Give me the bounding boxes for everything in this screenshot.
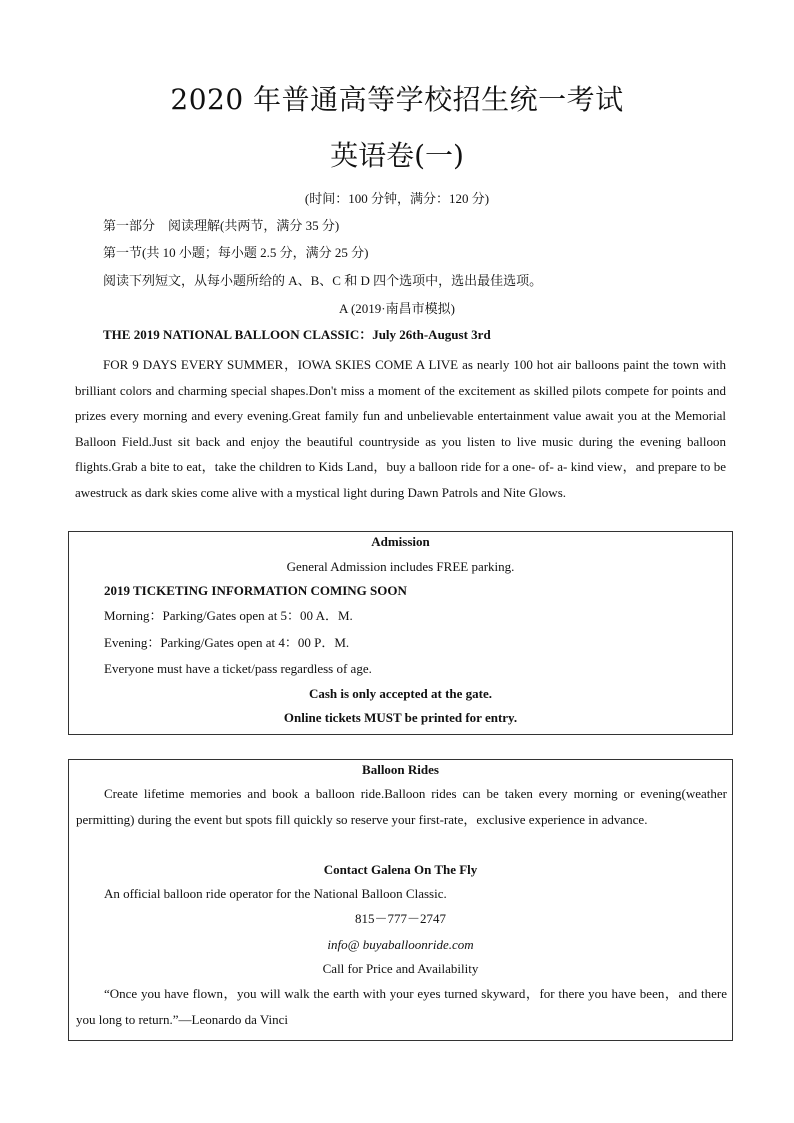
part-heading: 第一部分 阅读理解(共两节，满分 35 分)	[103, 218, 340, 233]
section-heading: 第一节(共 10 小题；每小题 2.5 分，满分 25 分)	[103, 245, 369, 260]
morning-hours: Morning：Parking/Gates open at 5：00 A．M.	[104, 608, 353, 623]
ticket-requirement: Everyone must have a ticket/pass regardless of age.	[104, 661, 372, 676]
online-note: Online tickets MUST be printed for entry.	[283, 710, 518, 725]
general-admission: General Admission includes FREE parking.	[286, 559, 515, 574]
cash-note: Cash is only accepted at the gate.	[308, 686, 493, 701]
admission-box	[68, 531, 733, 735]
rides-body: Create lifetime memories and book a balloon ride.Balloon rides can be taken every morning or evening(weather permitting) during the event but spots fill quickly so reserve your first-rate，exclusive experience in advance.	[76, 786, 727, 827]
phone-number: 815－777－2747	[354, 911, 446, 926]
admission-title: Admission	[371, 534, 430, 549]
email-address: info@ buyaballoonride.com	[327, 937, 474, 952]
passage-heading: THE 2019 NATIONAL BALLOON CLASSIC：July 26th-August 3rd	[103, 327, 491, 342]
evening-hours: Evening：Parking/Gates open at 4：00 P．M.	[104, 635, 350, 650]
contact-title: Contact Galena On The Fly	[323, 862, 478, 877]
ticketing-info: 2019 TICKETING INFORMATION COMING SOON	[104, 583, 407, 598]
rides-title: Balloon Rides	[362, 762, 439, 777]
directions: 阅读下列短文，从每小题所给的 A、B、C 和 D 四个选项中，选出最佳选项。	[103, 273, 543, 288]
exam-subtitle: 英语卷(一)	[330, 139, 464, 172]
passage-body: FOR 9 DAYS EVERY SUMMER，IOWA SKIES COME A LIVE as nearly 100 hot air balloons paint the town with brilliant colors and charming special shapes.Don't miss a moment of the excitement as skilled pilots compete for points and prizes every morning and every evening.Great family fun and unbelievable entertainment value await you at the Memorial Balloon Field.Just sit back and enjoy the beautiful countryside as you listen to live music during the evening balloon flights.Grab a bite to eat，take the children to Kids Land，buy a balloon ride for a one- of- a- kind view，and prepare to be awestruck as dark skies come alive with a mystical light during Dawn Patrols and Nite Glows.	[75, 357, 726, 500]
operator-info: An official balloon ride operator for the National Balloon Classic.	[104, 886, 447, 901]
passage-label: A (2019·南昌市模拟)	[339, 301, 455, 316]
rides-box	[68, 759, 733, 1041]
quote: “Once you have flown，you will walk the earth with your eyes turned skyward，for there you have been，and there you long to return.”—Leonardo da Vinci	[76, 986, 727, 1027]
exam-title: 2020 年普通高等学校招生统一考试	[170, 83, 624, 116]
call-info: Call for Price and Availability	[322, 961, 479, 976]
time-info: (时间：100 分钟，满分：120 分)	[304, 191, 490, 206]
